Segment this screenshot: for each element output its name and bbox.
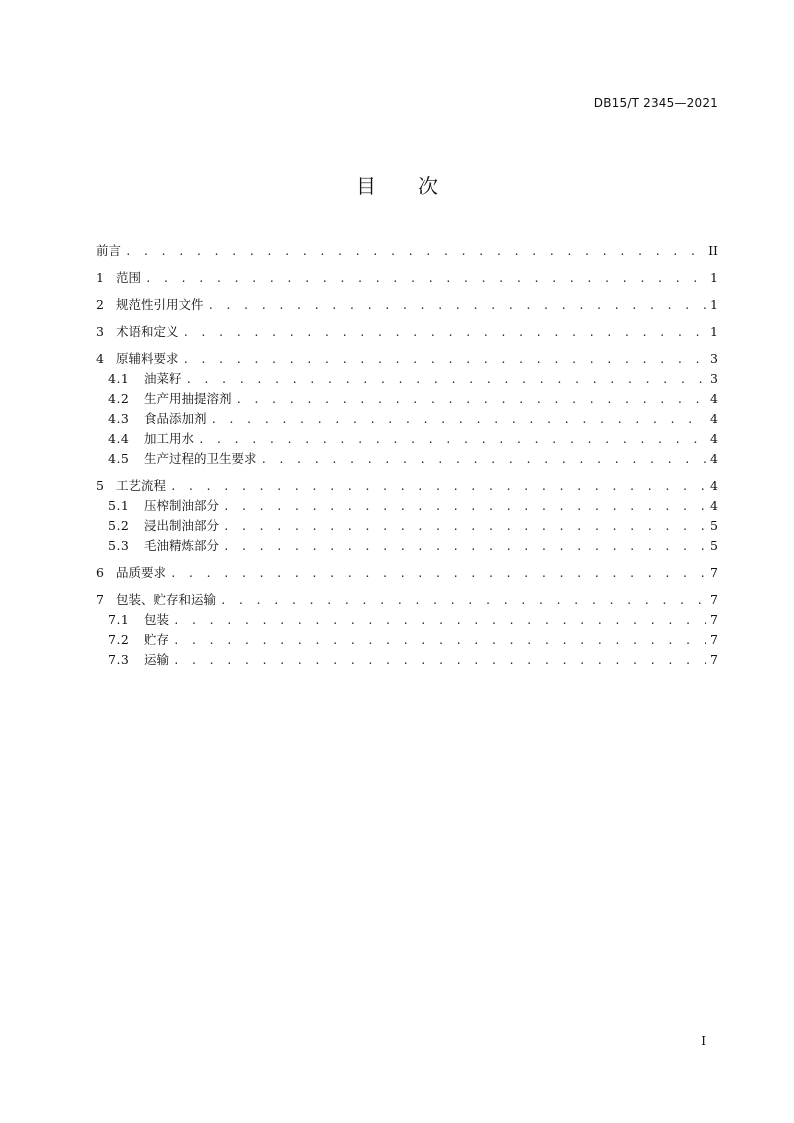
toc-entry-page: 4 [710, 391, 718, 406]
toc-entry-scope[interactable] [96, 268, 718, 288]
toc-entry-page: 1 [710, 297, 718, 312]
toc-entry-number: 1 [96, 270, 104, 285]
toc-dot-leader [198, 430, 706, 450]
toc-dot-leader [186, 370, 706, 390]
toc-entry-page: 7 [710, 612, 718, 627]
toc-entry-raw-materials[interactable] [96, 349, 718, 369]
toc-dot-leader [223, 497, 706, 517]
toc-entry-label: 原辅料要求 [116, 351, 179, 366]
toc-entry-label: 贮存 [144, 632, 170, 647]
toc-entry-label: 术语和定义 [116, 324, 179, 339]
toc-entry-page: 7 [710, 652, 718, 667]
toc-entry-label: 生产过程的卫生要求 [144, 451, 257, 466]
toc-entry-number: 7 [96, 592, 104, 607]
toc-entry-number: 4.4 [108, 431, 130, 446]
toc-dot-leader [223, 517, 706, 537]
toc-entry-label: 加工用水 [144, 431, 195, 446]
toc-entry-page: 4 [710, 498, 718, 513]
toc-entry-foreword[interactable] [96, 241, 718, 261]
toc-entry-page: 4 [710, 411, 718, 426]
toc-dot-leader [170, 477, 706, 497]
toc-entry-page: 7 [710, 592, 718, 607]
toc-entry-number: 2 [96, 297, 104, 312]
toc-entry-number: 6 [96, 565, 104, 580]
toc-entry-page: 7 [710, 565, 718, 580]
toc-entry-label: 规范性引用文件 [116, 297, 204, 312]
toc-entry-number: 4 [96, 351, 104, 366]
toc-dot-leader [261, 450, 706, 470]
toc-entry-label: 品质要求 [116, 565, 167, 580]
toc-entry-pressing[interactable] [96, 496, 718, 516]
toc-entry-label: 生产用抽提溶剂 [144, 391, 232, 406]
toc-entry-number: 4.5 [108, 451, 130, 466]
toc-entry-page: 4 [710, 431, 718, 446]
toc-dot-leader [236, 390, 706, 410]
toc-entry-number: 4.1 [108, 371, 130, 386]
toc-dot-leader [183, 323, 706, 343]
toc-entry-label: 压榨制油部分 [144, 498, 220, 513]
toc-entry-number: 4.2 [108, 391, 130, 406]
toc-entry-number: 7.3 [108, 652, 130, 667]
toc-entry-process-flow[interactable] [96, 476, 718, 496]
page-number: I [701, 1034, 706, 1048]
toc-entry-normative-references[interactable] [96, 295, 718, 315]
toc-entry-label: 包装、贮存和运输 [116, 592, 217, 607]
toc-entry-page: 4 [710, 478, 718, 493]
toc-entry-number: 7.1 [108, 612, 130, 627]
toc-entry-label: 油菜籽 [144, 371, 182, 386]
toc-entry-quality-requirements[interactable] [96, 563, 718, 583]
toc-entry-number: 5.1 [108, 498, 130, 513]
toc-entry-process-water[interactable] [96, 429, 718, 449]
toc-entry-rapeseed[interactable] [96, 369, 718, 389]
toc-entry-page: 5 [710, 518, 718, 533]
toc-entry-label: 毛油精炼部分 [144, 538, 220, 553]
toc-dot-leader [173, 631, 706, 651]
toc-entry-number: 4.3 [108, 411, 130, 426]
toc-entry-packaging-storage-transport[interactable] [96, 590, 718, 610]
toc-entry-number: 7.2 [108, 632, 130, 647]
toc-entry-page: 7 [710, 632, 718, 647]
toc-entry-packaging[interactable] [96, 610, 718, 630]
toc-entry-label: 运输 [144, 652, 170, 667]
toc-entry-label: 浸出制油部分 [144, 518, 220, 533]
toc-dot-leader [145, 269, 706, 289]
table-of-contents [96, 241, 718, 670]
toc-entry-number: 3 [96, 324, 104, 339]
toc-entry-page: 3 [710, 351, 718, 366]
document-code: DB15/T 2345—2021 [593, 96, 718, 110]
toc-entry-number: 5.3 [108, 538, 130, 553]
toc-entry-storage[interactable] [96, 630, 718, 650]
toc-dot-leader [173, 611, 706, 631]
toc-entry-label: 前言 [96, 243, 122, 258]
toc-entry-leaching[interactable] [96, 516, 718, 536]
toc-dot-leader [208, 296, 706, 316]
page-title: 目次 [356, 174, 480, 198]
toc-entry-page: 5 [710, 538, 718, 553]
toc-entry-extraction-solvent[interactable] [96, 389, 718, 409]
toc-entry-page: II [708, 243, 718, 258]
toc-dot-leader [170, 564, 706, 584]
toc-entry-label: 范围 [116, 270, 142, 285]
toc-entry-food-additives[interactable] [96, 409, 718, 429]
toc-entry-crude-oil-refining[interactable] [96, 536, 718, 556]
toc-entry-page: 4 [710, 451, 718, 466]
toc-dot-leader [125, 242, 704, 262]
toc-entry-transport[interactable] [96, 650, 718, 670]
toc-dot-leader [223, 537, 706, 557]
toc-dot-leader [183, 350, 706, 370]
toc-entry-number: 5.2 [108, 518, 130, 533]
toc-entry-hygiene-requirements[interactable] [96, 449, 718, 469]
toc-entry-label: 包装 [144, 612, 170, 627]
toc-entry-label: 工艺流程 [116, 478, 167, 493]
toc-dot-leader [211, 410, 706, 430]
toc-entry-terms-definitions[interactable] [96, 322, 718, 342]
toc-entry-label: 食品添加剂 [144, 411, 207, 426]
toc-entry-page: 1 [710, 324, 718, 339]
toc-dot-leader [220, 591, 706, 611]
toc-entry-page: 1 [710, 270, 718, 285]
toc-entry-page: 3 [710, 371, 718, 386]
toc-dot-leader [173, 651, 706, 671]
toc-entry-number: 5 [96, 478, 104, 493]
